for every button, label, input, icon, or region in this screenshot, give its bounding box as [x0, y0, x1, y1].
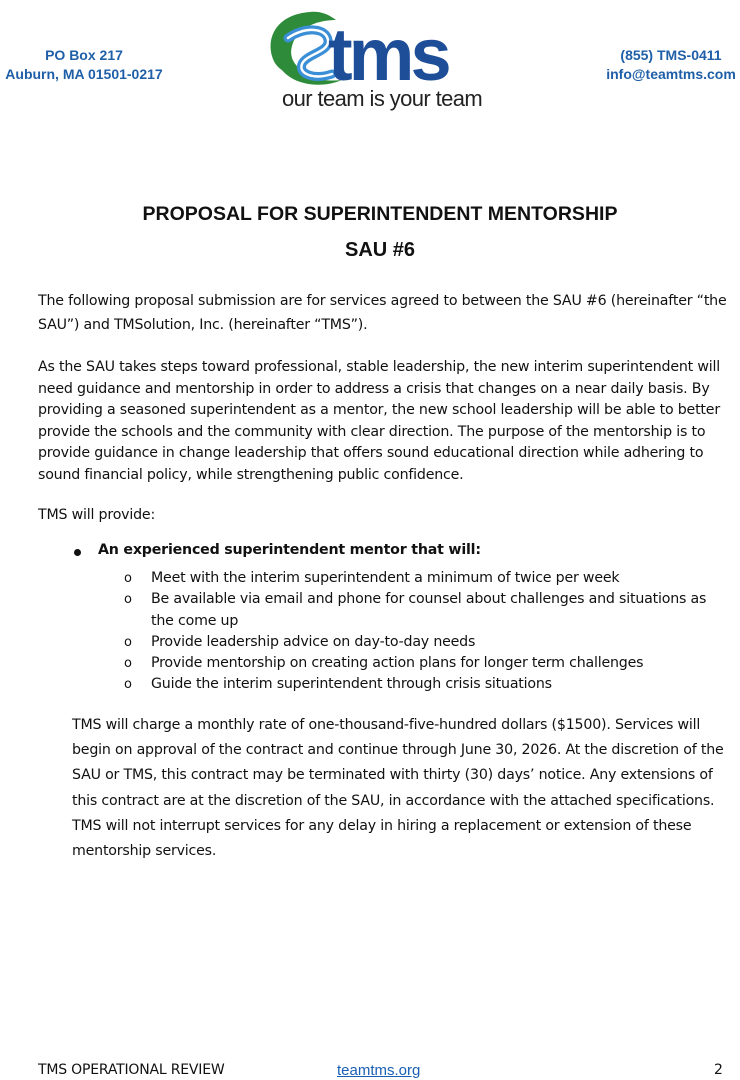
circle-bullet-icon: o [124, 656, 132, 672]
sub-item-text: Guide the interim superintendent through crisis situations [151, 676, 552, 693]
sub-list-item [124, 568, 724, 589]
sub-item-text: Be available via email and phone for counsel about challenges and situations as the come up [151, 591, 707, 629]
footer-website-link[interactable]: teamtms.org [337, 1062, 421, 1079]
context-paragraph: As the SAU takes steps toward professional, stable leadership, the new interim superintendent will need guidance and mentorship in order to address a crisis that changes on a near daily basis. By providing a seasoned superintendent as a mentor, the new school leadership will be able to better provide the schools and the community with clear direction. The purpose of the mentorship is to provide guidance in change leadership that offers sound educational direction while adhering to sound financial policy, while strengthening public confidence. [38, 359, 720, 483]
phone-number: (855) TMS-0411 [620, 47, 722, 63]
sub-list-item [124, 653, 724, 674]
sub-item-text: Provide leadership advice on day-to-day needs [151, 633, 476, 650]
document-subtitle: SAU #6 [344, 239, 416, 261]
logo-tagline: our team is your team [282, 86, 483, 111]
sub-list-item [124, 632, 724, 653]
sub-item-text: Meet with the interim superintendent a minimum of twice per week [151, 570, 620, 586]
address-line-2: Auburn, MA 01501-0217 [5, 66, 163, 82]
logo-wordmark: tms [328, 13, 448, 96]
sub-list-item [124, 674, 724, 695]
sub-list-item [124, 589, 724, 632]
document-title: PROPOSAL FOR SUPERINTENDENT MENTORSHIP [142, 203, 618, 225]
contact-block [598, 46, 740, 84]
circle-bullet-icon: o [124, 571, 132, 586]
circle-bullet-icon: o [124, 634, 132, 650]
bullet-dot-icon [74, 549, 81, 556]
circle-bullet-icon: o [124, 677, 132, 693]
services-sublist [124, 568, 724, 696]
page-number: 2 [714, 1062, 723, 1078]
address-block [0, 46, 168, 84]
sub-item-text: Provide mentorship on creating action plans for longer term challenges [151, 655, 644, 672]
address-line-1: PO Box 217 [45, 47, 123, 63]
circle-bullet-icon: o [124, 592, 132, 608]
email-address[interactable]: info@teamtms.com [606, 66, 736, 82]
bullet-text: An experienced superintendent mentor that will: [98, 542, 481, 558]
footer-label: TMS OPERATIONAL REVIEW [38, 1062, 225, 1078]
intro-paragraph: The following proposal submission are for services agreed to between the SAU #6 (hereinafter “the SAU”) and TMSolution, Inc. (hereinafter “TMS”). [38, 293, 727, 333]
provide-intro: TMS will provide: [38, 507, 156, 523]
terms-paragraph: TMS will charge a monthly rate of one-thousand-five-hundred dollars ($1500). Services will begin on approval of the contract and continue through June 30, 2026. At the discretion of the SAU or TMS, this contract may be terminated with thirty (30) days’ notice. Any extensions of this contract are at the discretion of the SAU, in accordance with the attached specifications. TMS will not interrupt services for any delay in hiring a replacement or extension of these mentorship services. [72, 717, 724, 860]
